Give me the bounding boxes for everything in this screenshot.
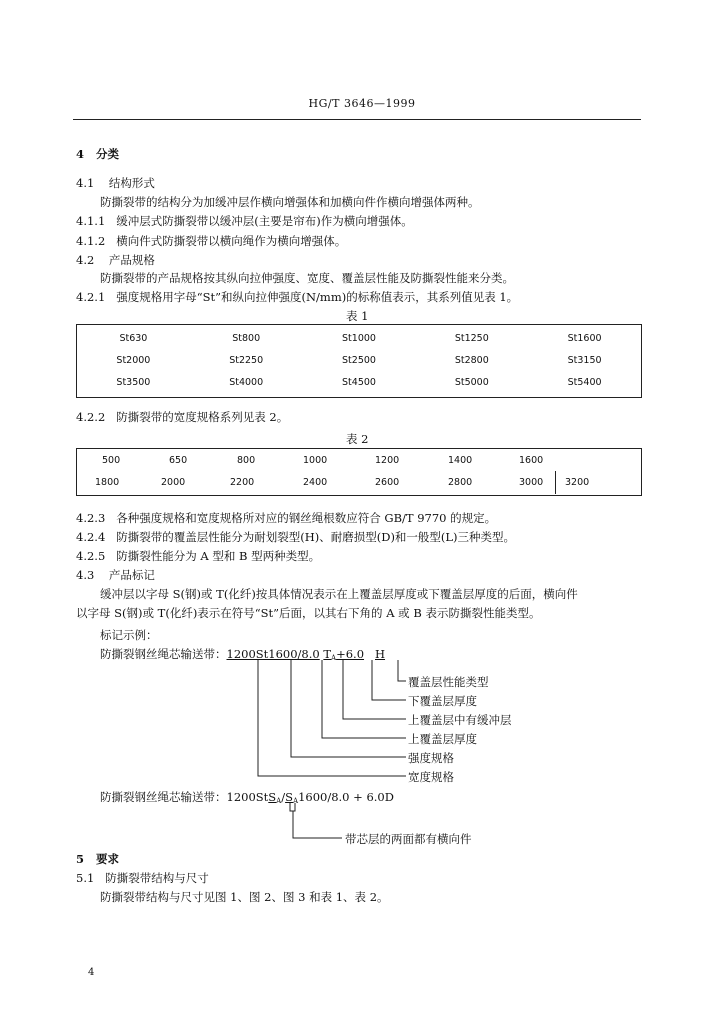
marking-label-cover-type: 覆盖层性能类型 [408,675,489,689]
marking-letter: S [285,790,293,804]
table-cell: 3200 [565,477,590,488]
marking-slash: / [281,790,286,804]
document-code: HG/T 3646—1999 [308,97,416,110]
section-title: 防撕裂带结构与尺寸 [105,871,209,885]
clause-number: 4.2.1 [76,290,106,304]
leader-line [343,660,406,719]
clause-number: 4.1.2 [76,234,106,248]
table-cell: 650 [169,455,188,466]
paragraph-5-1: 防撕裂带结构与尺寸见图 1、图 2、图 3 和表 1、表 2。 [100,890,389,904]
clause-number: 4.2.2 [76,410,106,424]
table-cell: 3000 [519,477,544,488]
marking-code-transverse-1 [268,790,281,804]
table-cell: 2800 [448,477,473,488]
table-cell: 1800 [95,477,120,488]
clause-text: 防撕裂带的宽度规格系列见表 2。 [116,410,289,424]
clause-text: 防撕裂带的覆盖层性能分为耐划裂型(H)、耐磨损型(D)和一般型(L)三种类型。 [116,530,516,544]
leader-line [291,660,406,757]
marking-code-strength: 1200St1600/8.0 [226,647,320,661]
table-cell: 2000 [161,477,186,488]
table-cell: St5000 [454,376,489,388]
table-1-caption: 表 1 [346,309,369,323]
table-cell: 1000 [303,455,328,466]
table-2-caption: 表 2 [346,432,369,446]
section-5-heading [76,851,119,867]
leader-line [372,660,406,700]
clause-number: 4.2.3 [76,511,106,525]
table-cell: St3500 [116,376,151,388]
paragraph-4-3-line1: 缓冲层以字母 S(钢)或 T(化纤)按具体情况表示在上覆盖层厚度或下覆盖层厚度的后面，横向件 [100,587,578,601]
marking-label-strength: 强度规格 [408,751,454,765]
leader-line [322,660,406,738]
clause-text: 强度规格用字母“St”和纵向拉伸强度(N/mm)的标称值表示，其系列值见表 1。 [116,290,519,304]
table-cell: 2200 [230,477,255,488]
table-cell: 1600 [519,455,544,466]
marking-example-2 [100,789,394,805]
clause-number: 4.2.5 [76,549,106,563]
marking-label-bottom-cover: 下覆盖层厚度 [408,694,477,708]
marking-prefix: 防撕裂钢丝绳芯输送带： [100,647,227,661]
table-cell: 500 [102,455,121,466]
marking-prefix: 防撕裂钢丝绳芯输送带： [100,790,227,804]
table-cell: St1000 [342,332,376,344]
paragraph-4-2: 防撕裂带的产品规格按其纵向拉伸强度、宽度、覆盖层性能及防撕裂性能来分类。 [100,271,514,285]
table-cell: St4000 [229,376,264,388]
marking-label-buffer-layer: 上覆盖层中有缓冲层 [408,713,512,727]
marking-example-label: 标记示例： [100,628,158,642]
section-5-1-heading [76,870,209,886]
paragraph-4-3-line2: 以字母 S(钢)或 T(化纤)表示在符号“St”后面，以其右下角的 A 或 B 表示防撕裂性能类型。 [76,606,541,620]
section-number: 4.1 [76,176,95,190]
marking-label-top-cover: 上覆盖层厚度 [408,732,477,746]
marking-code-width-strength: 1200St [226,790,269,804]
clause-text: 缓冲层式防撕裂带以缓冲层(主要是帘布)作为横向增强体。 [116,214,413,228]
marking-subscript: A [331,654,337,662]
section-title: 产品规格 [108,253,155,267]
section-number: 5 [76,852,85,866]
section-title: 要求 [96,852,120,866]
clause-text: 横向件式防撕裂带以横向绳作为横向增强体。 [116,234,347,248]
table-cell: St2500 [342,354,376,366]
table-cell: 2600 [375,477,400,488]
section-number: 4 [76,147,85,161]
section-title: 结构形式 [108,176,155,190]
table-cell: 2400 [303,477,328,488]
leader-line [258,660,406,776]
marking-code-rest: 1600/8.0 + 6.0D [298,790,394,804]
table-cell: St2800 [454,354,489,366]
table-cell: St630 [119,332,148,344]
clause-text: 各种强度规格和宽度规格所对应的钢丝绳根数应符合 GB/T 9770 的规定。 [116,511,497,525]
table-cell: St4500 [342,376,376,388]
table-cell: St2250 [229,354,264,366]
table-cell: St5400 [567,376,602,388]
table-cell: 800 [237,455,256,466]
section-title: 产品标记 [108,568,155,582]
table-cell: St3150 [567,354,602,366]
paragraph-4-1: 防撕裂带的结构分为加缓冲层作横向增强体和加横向件作横向增强体两种。 [100,195,480,209]
section-number: 5.1 [76,871,95,885]
marking-letter: S [268,790,277,804]
leader-line [398,660,406,681]
table-cell: St1250 [454,332,489,344]
clause-number: 4.2.4 [76,530,106,544]
clause-number: 4.1.1 [76,214,106,228]
leader-line [293,811,342,838]
marking-label-width: 宽度规格 [408,770,454,784]
marking-subscript: A [293,797,299,805]
marking-code-bottom-cover: +6.0 [336,647,365,661]
clause-text: 防撕裂性能分为 A 型和 B 型两种类型。 [116,549,321,563]
marking-label-both-sides: 带芯层的两面都有横向件 [345,832,472,846]
section-number: 4.3 [76,568,95,582]
section-number: 4.2 [76,253,95,267]
table-cell: St2000 [116,354,151,366]
marking-code-transverse-2 [285,790,298,804]
table-cell: St1600 [567,332,602,344]
table-cell: 1400 [448,455,473,466]
marking-letter: T [323,647,332,661]
page-number: 4 [88,967,95,978]
section-title: 分类 [96,147,120,161]
marking-code-cover-type: H [375,647,386,661]
marking-subscript: A [276,797,282,805]
table-cell: 1200 [375,455,400,466]
table-cell: St800 [232,332,261,344]
